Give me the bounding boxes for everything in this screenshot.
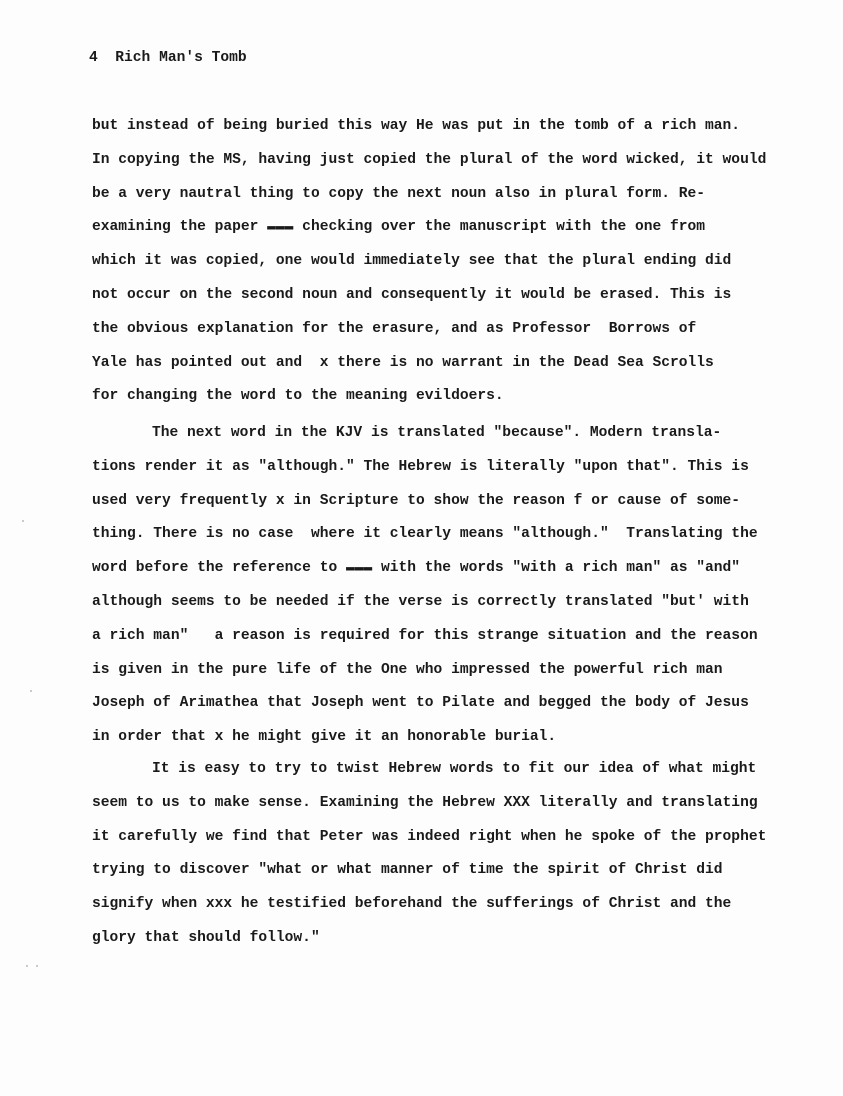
- text-line: Yale has pointed out and x there is no warrant in the Dead Sea Scrolls: [92, 354, 714, 371]
- text-line: The next word in the KJV is translated "because". Modern transla-: [152, 425, 722, 441]
- text-line: examining the paper ▬▬▬ checking over the manuscript with the one from: [92, 219, 706, 236]
- text-line: word before the reference to ▬▬▬ with the words "with a rich man" as "and": [92, 560, 741, 577]
- scan-speck: [22, 520, 24, 522]
- text-line: be a very nautral thing to copy the next noun also in plural form. Re-: [92, 185, 706, 202]
- page-header: [89, 50, 247, 66]
- text-line: in order that x he might give it an honorable burial.: [92, 729, 557, 746]
- text-line: tions render it as "although." The Hebrew is literally "upon that". This is: [92, 458, 749, 475]
- text-line: a rich man" a reason is required for this strange situation and the reason: [92, 627, 758, 644]
- scan-speck: [26, 965, 28, 967]
- text-line: It is easy to try to twist Hebrew words to fit our idea of what might: [152, 761, 757, 777]
- scan-speck: [36, 965, 38, 967]
- paragraph-1: [92, 110, 766, 414]
- text-line: is given in the pure life of the One who impressed the powerful rich man: [92, 661, 723, 678]
- text-line: although seems to be needed if the verse is correctly translated "but' with: [92, 593, 749, 610]
- paragraph-2: [92, 417, 758, 755]
- text-line: Joseph of Arimathea that Joseph went to Pilate and begged the body of Jesus: [92, 695, 749, 712]
- text-line: In copying the MS, having just copied the plural of the word wicked, it would: [92, 151, 767, 168]
- paragraph-3: [92, 753, 766, 956]
- text-line: glory that should follow.": [92, 929, 320, 946]
- text-line: trying to discover "what or what manner of time the spirit of Christ did: [92, 862, 723, 879]
- text-line: seem to us to make sense. Examining the Hebrew XXX literally and translating: [92, 794, 758, 811]
- text-line: it carefully we find that Peter was indeed right when he spoke of the prophet: [92, 828, 767, 845]
- page-number: 4: [89, 50, 98, 66]
- text-line: not occur on the second noun and consequently it would be erased. This is: [92, 286, 732, 303]
- scan-speck: [30, 690, 32, 692]
- text-line: signify when xxx he testified beforehand the sufferings of Christ and the: [92, 896, 732, 913]
- text-line: thing. There is no case where it clearly means "although." Translating the: [92, 526, 758, 543]
- text-line: used very frequently x in Scripture to show the reason f or cause of some-: [92, 492, 741, 509]
- running-title: Rich Man's Tomb: [115, 50, 247, 66]
- text-line: the obvious explanation for the erasure, and as Professor Borrows of: [92, 320, 697, 337]
- text-line: but instead of being buried this way He was put in the tomb of a rich man.: [92, 118, 741, 134]
- text-line: which it was copied, one would immediately see that the plural ending did: [92, 253, 732, 270]
- text-line: for changing the word to the meaning evildoers.: [92, 388, 504, 405]
